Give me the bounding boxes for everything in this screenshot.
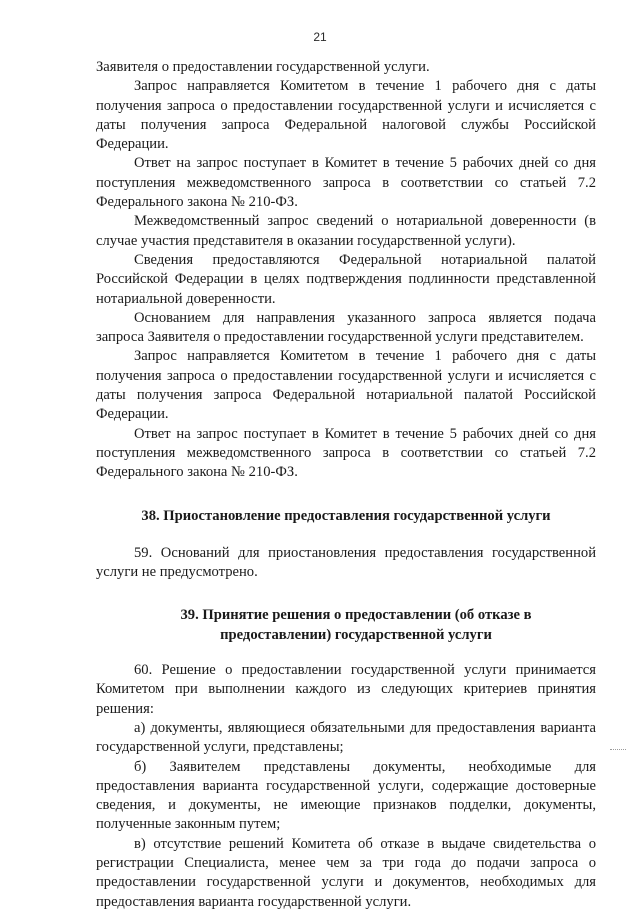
- paragraph: Запрос направляется Комитетом в течение 1 рабочего дня с даты получения запроса о предоставлении государственной услуги и исчисляется с даты получения запроса Федеральной нотариальной палатой Российской Федерации.: [96, 348, 596, 423]
- paragraph: Запрос направляется Комитетом в течение 1 рабочего дня с даты получения запроса о предоставлении государственной услуги и исчисляется с даты получения запроса Федеральной налоговой службы Российской Федерации.: [96, 78, 596, 153]
- paragraph: Основанием для направления указанного запроса является подача запроса Заявителя о предоставлении государственной услуги представителем.: [96, 309, 596, 346]
- paragraph: Заявителя о предоставлении государственной услуги.: [96, 59, 430, 75]
- paragraph: Ответ на запрос поступает в Комитет в течение 5 рабочих дней со дня поступления межведомственного запроса в соответствии со статьей 7.2 Федерального закона № 210-ФЗ.: [96, 155, 596, 211]
- section-39-heading: [96, 606, 596, 645]
- paragraph-60: 60. Решение о предоставлении государственной услуги принимается Комитетом при выполнении каждого из следующих критериев принятия решения:: [96, 662, 596, 717]
- section-38-heading: 38. Приостановление предоставления государственной услуги: [141, 507, 551, 524]
- section-39-heading-line-1: 39. Принятие решения о предоставлении (об отказе в: [180, 607, 532, 624]
- paragraph-59: 59. Оснований для приостановления предоставления государственной услуги не предусмотрено.: [96, 544, 596, 581]
- margin-scan-mark: [610, 749, 626, 751]
- paragraph: Межведомственный запрос сведений о нотариальной доверенности (в случае участия представителя в оказании государственной услуги).: [96, 213, 596, 249]
- page-number: 21: [313, 30, 327, 44]
- criterion-c: в) отсутствие решений Комитета об отказе в выдаче свидетельства о регистрации Специалиста, менее чем за три года до подачи запроса о предоставлении государственной услуги и документов, необходимых для предоставления варианта государственной услуги.: [96, 835, 596, 910]
- criterion-b: б) Заявителем представлены документы, необходимые для предоставления варианта государственной услуги, содержащие достоверные сведения, и документы, не имеющие признаков подделки, документы, полученные законным путем;: [96, 758, 596, 833]
- paragraph: Ответ на запрос поступает в Комитет в течение 5 рабочих дней со дня поступления межведомственного запроса в соответствии со статьей 7.2 Федерального закона № 210-ФЗ.: [96, 425, 596, 481]
- document-body: [96, 58, 596, 912]
- section-39-heading-line-2: предоставлении) государственной услуги: [220, 626, 492, 643]
- paragraph: Сведения предоставляются Федеральной нотариальной палатой Российской Федерации в целях подтверждения подлинности представленной нотариальной доверенности.: [96, 251, 596, 307]
- criterion-a: а) документы, являющиеся обязательными для предоставления варианта государственной услуги, представлены;: [96, 719, 596, 756]
